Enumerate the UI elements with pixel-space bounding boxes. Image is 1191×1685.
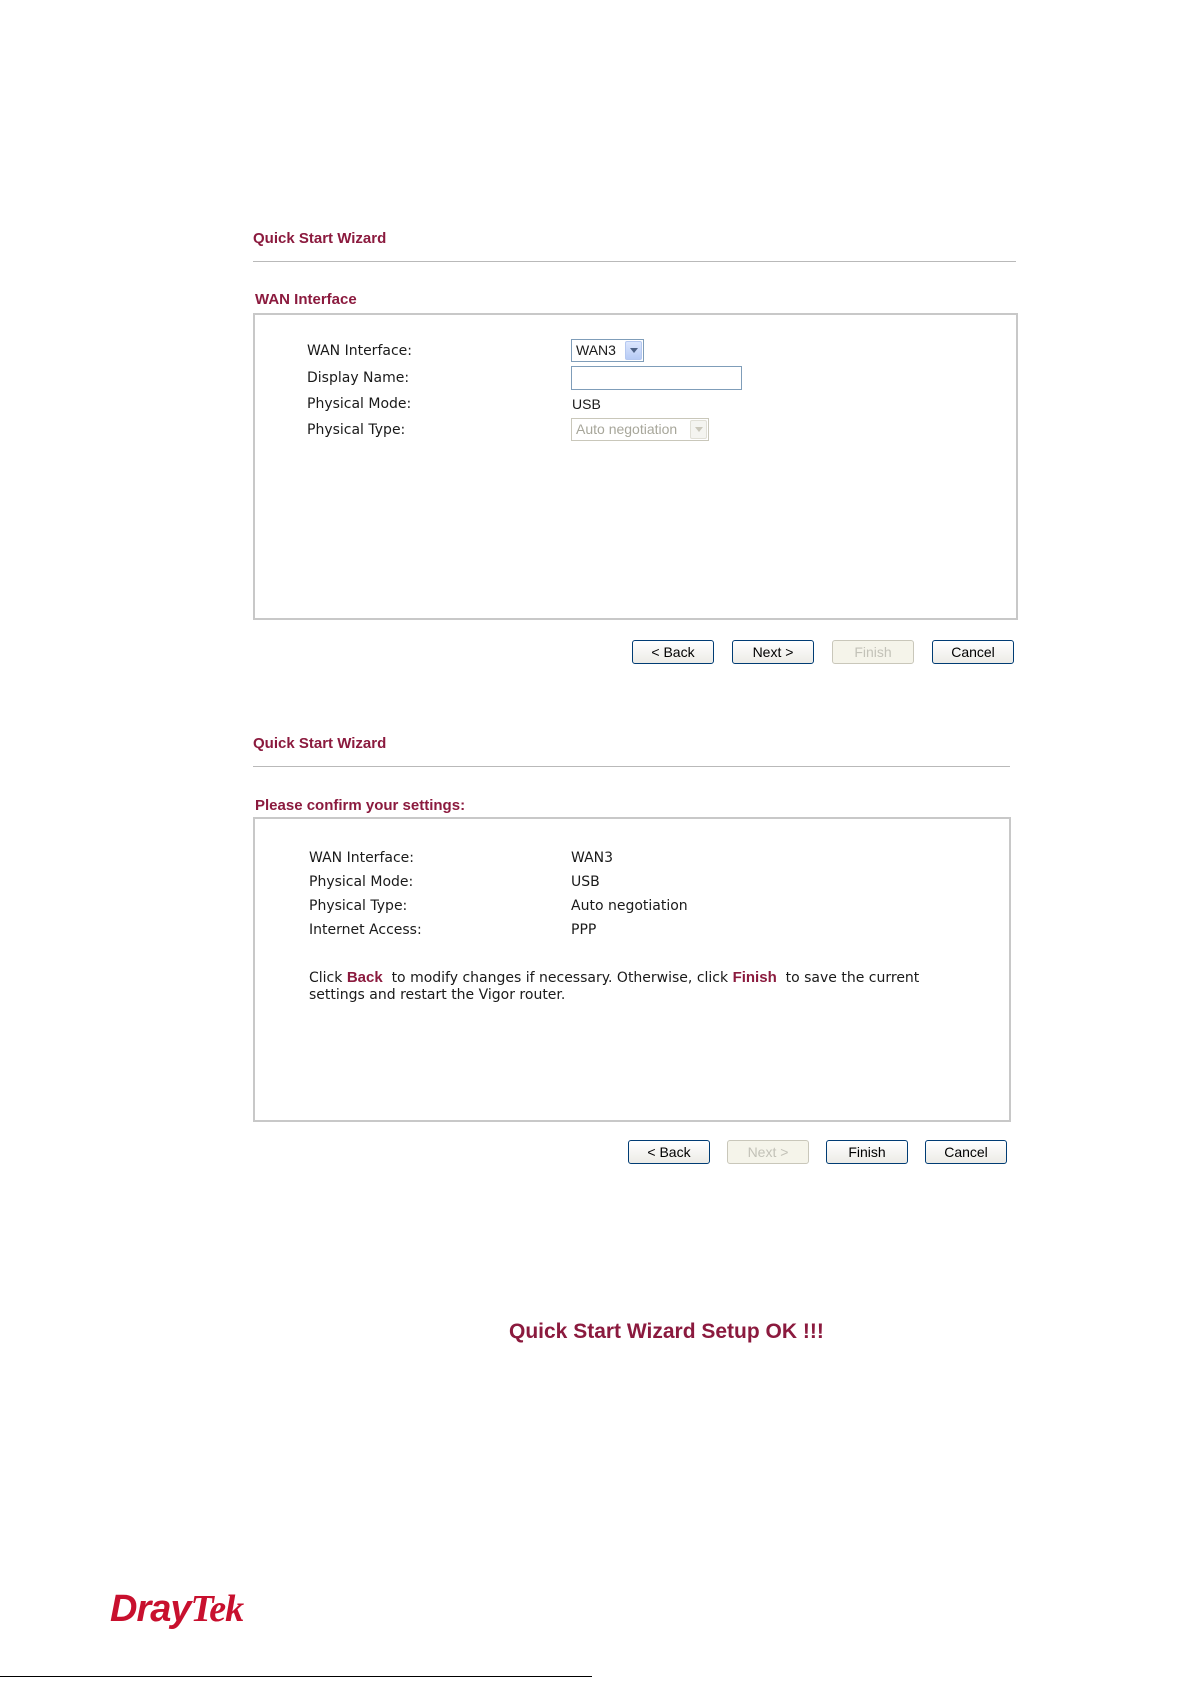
message-text: to modify changes if necessary. Otherwise, click (382, 970, 733, 986)
back-button[interactable]: < Back (632, 640, 714, 664)
back-button[interactable]: < Back (628, 1140, 710, 1164)
physical-mode-value: USB (572, 396, 601, 412)
finish-keyword: Finish (732, 969, 777, 986)
logo-dray: Dray (110, 1588, 191, 1630)
message-text: Click (309, 970, 347, 986)
physical-type-label: Physical Type: (307, 422, 406, 438)
summary-label: Physical Mode: (309, 874, 414, 890)
logo-tek: Tek (190, 1588, 244, 1630)
next-button[interactable]: Next > (732, 640, 814, 664)
cancel-button[interactable]: Cancel (932, 640, 1014, 664)
wizard-title: Quick Start Wizard (253, 735, 387, 752)
cancel-button[interactable]: Cancel (925, 1140, 1007, 1164)
summary-value: USB (571, 874, 600, 890)
footer-divider (0, 1676, 592, 1677)
wan-interface-select[interactable] (571, 339, 644, 362)
next-button[interactable]: Next > (727, 1140, 809, 1164)
wan-interface-label: WAN Interface: (307, 343, 412, 359)
physical-type-selected-value: Auto negotiation (576, 421, 678, 437)
setup-ok-banner: Quick Start Wizard Setup OK !!! (509, 1320, 824, 1343)
summary-value: PPP (571, 922, 597, 938)
summary-value: Auto negotiation (571, 898, 688, 914)
physical-type-select[interactable] (571, 418, 709, 441)
display-name-input[interactable] (571, 366, 742, 390)
summary-label: Physical Type: (309, 898, 408, 914)
confirm-message (309, 969, 969, 1004)
draytek-logo (110, 1587, 243, 1631)
wan-interface-selected-value: WAN3 (576, 342, 616, 358)
finish-button[interactable]: Finish (826, 1140, 908, 1164)
summary-value: WAN3 (571, 850, 614, 866)
message-text: to save the current settings and restart the Vigor router. (309, 970, 924, 1003)
display-name-label: Display Name: (307, 370, 410, 386)
summary-label: WAN Interface: (309, 850, 414, 866)
section-title: WAN Interface (255, 291, 357, 308)
back-keyword: Back (346, 969, 383, 986)
physical-mode-label: Physical Mode: (307, 396, 412, 412)
finish-button[interactable]: Finish (832, 640, 914, 664)
title-divider (253, 261, 1016, 262)
wizard-title: Quick Start Wizard (253, 230, 387, 247)
summary-label: Internet Access: (309, 922, 422, 938)
section-title: Please confirm your settings: (255, 797, 466, 814)
chevron-down-icon (690, 420, 707, 439)
title-divider (253, 766, 1010, 767)
chevron-down-icon (625, 341, 642, 360)
